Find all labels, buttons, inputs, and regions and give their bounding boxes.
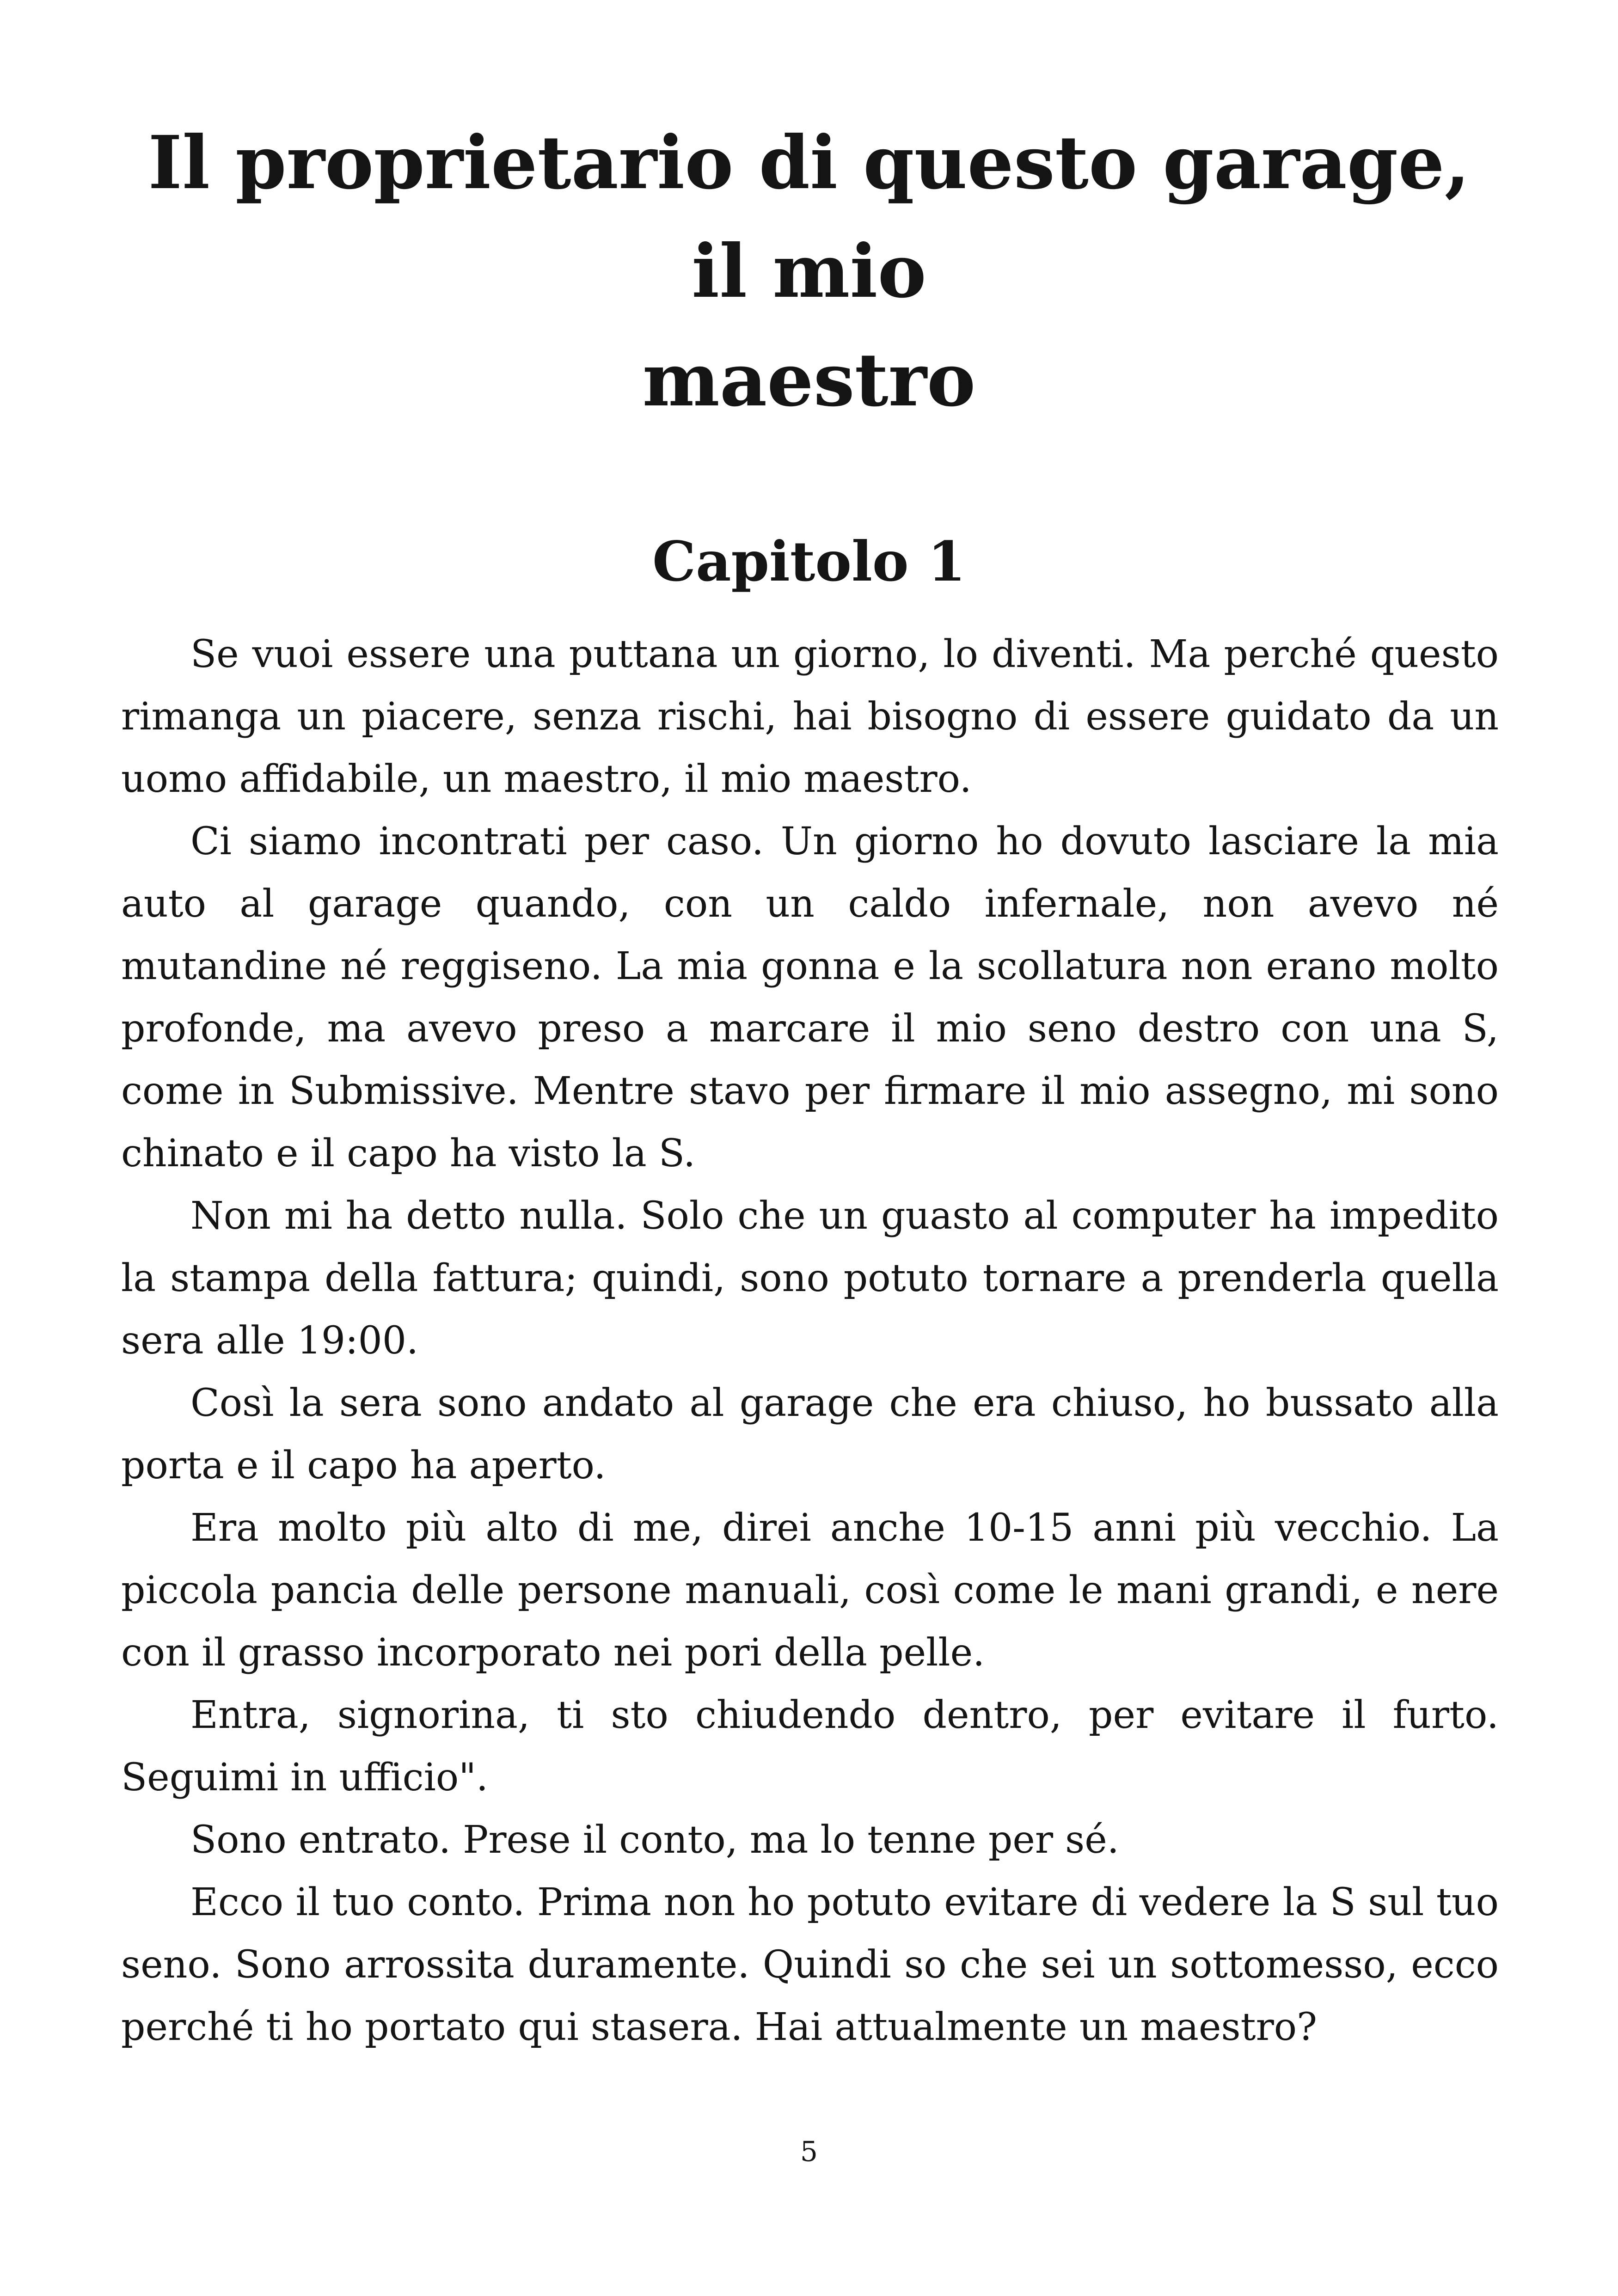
page-number: 5 — [800, 2136, 818, 2168]
paragraph-5: Era molto più alto di me, direi anche 10-15 anni più vecchio. La piccola pancia delle persone manuali, così come le mani grandi, e nere con il grasso incorporato nei pori della pelle. — [121, 1506, 1499, 1675]
paragraph-1: Se vuoi essere una puttana un giorno, lo diventi. Ma perché questo rimanga un piacere, senza rischi, hai bisogno di essere guidato da un uomo affidabile, un maestro, il mio maestro. — [121, 632, 1499, 801]
paragraph-3: Non mi ha detto nulla. Solo che un guasto al computer ha impedito la stampa della fattura; quindi, sono potuto tornare a prenderla quella sera alle 19:00. — [121, 1194, 1499, 1363]
book-title — [120, 109, 1498, 435]
paragraph-6: Entra, signorina, ti sto chiudendo dentro, per evitare il furto. Seguimi in ufficio". — [121, 1693, 1499, 1800]
chapter-heading: Capitolo 1 — [652, 529, 966, 594]
paragraph-7: Sono entrato. Prese il conto, ma lo tenne per sé. — [190, 1818, 1119, 1862]
paragraph-4: Così la sera sono andato al garage che era chiuso, ho bussato alla porta e il capo ha aperto. — [121, 1381, 1499, 1488]
book-title-line-2: maestro — [642, 337, 976, 423]
chapter-body — [121, 623, 1499, 2058]
book-title-line-1: Il proprietario di questo garage, il mio — [148, 120, 1470, 314]
paragraph-2: Ci siamo incontrati per caso. Un giorno ho dovuto lasciare la mia auto al garage quando, con un caldo infernale, non avevo né mutandine né reggiseno. La mia gonna e la scollatura non erano molto profonde, ma avevo preso a marcare il mio seno destro con una S, come in Submissive. Mentre stavo per firmare il mio assegno, mi sono chinato e il capo ha visto la S. — [121, 820, 1499, 1176]
paragraph-8: Ecco il tuo conto. Prima non ho potuto evitare di vedere la S sul tuo seno. Sono arrossita duramente. Quindi so che sei un sottomesso, ecco perché ti ho portato qui stasera. Hai attualmente un maestro? — [121, 1880, 1499, 2049]
